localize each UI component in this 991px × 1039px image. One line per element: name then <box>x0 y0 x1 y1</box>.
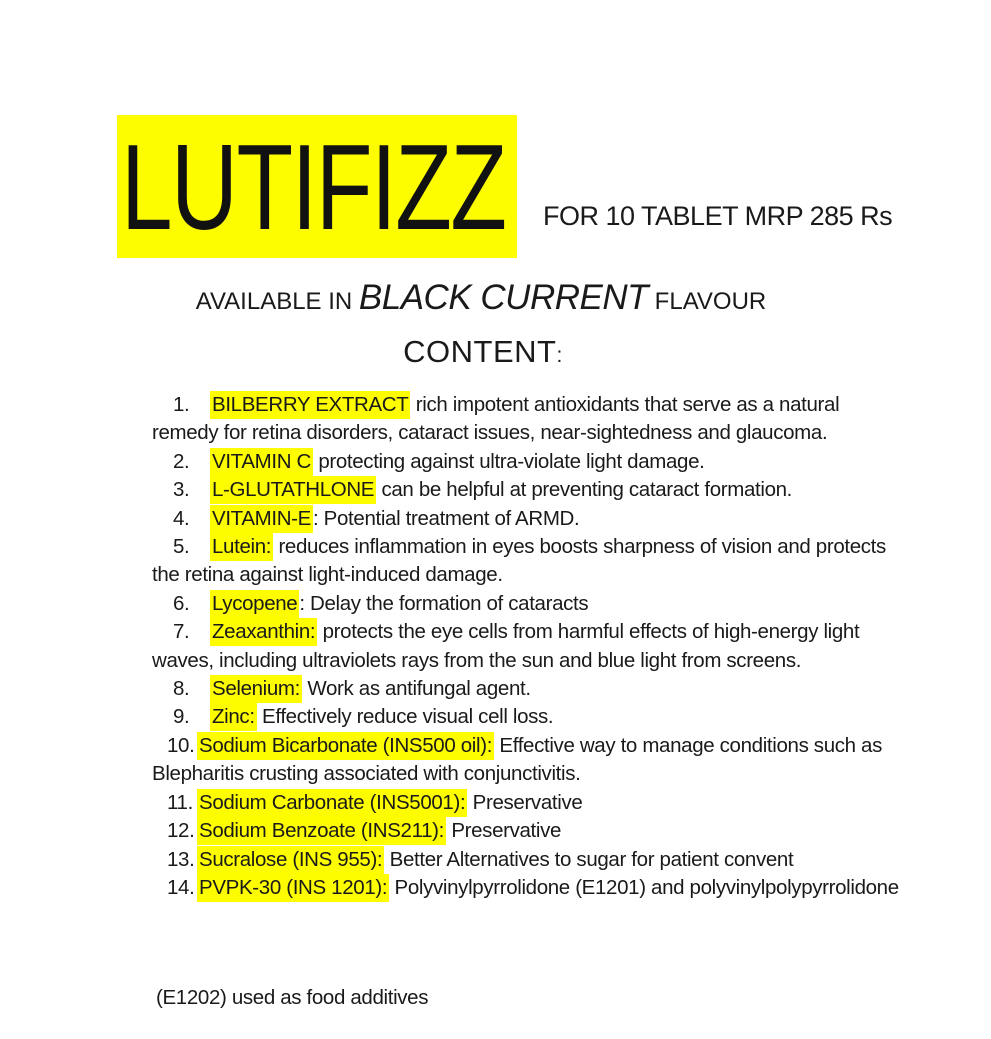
item-ingredient-highlight: Lutein: <box>210 533 273 561</box>
item-ingredient-highlight: VITAMIN C <box>210 448 313 476</box>
content-heading-colon: : <box>556 344 563 367</box>
item-description: Effective way to manage conditions such as Blepharitis crusting associated with conjunctivitis. <box>152 733 883 786</box>
item-number: 8. <box>173 677 190 701</box>
item-number: 13. <box>167 847 195 871</box>
item-ingredient-highlight: VITAMIN-E <box>210 505 313 533</box>
availability-line <box>0 278 962 318</box>
availability-prefix: AVAILABLE IN <box>195 288 359 315</box>
item-ingredient-highlight: Sodium Carbonate (INS5001): <box>197 789 467 817</box>
list-item <box>152 618 908 675</box>
list-item <box>152 448 908 476</box>
item-number: 5. <box>173 535 190 559</box>
item-ingredient-highlight: Sucralose (INS 955): <box>197 846 384 874</box>
item-ingredient-highlight: Zeaxanthin: <box>210 618 317 646</box>
item-number: 2. <box>173 449 190 473</box>
list-item <box>152 703 908 731</box>
item-number: 12. <box>167 819 195 843</box>
list-item <box>152 789 908 817</box>
item-number: 7. <box>173 620 190 644</box>
list-item <box>152 846 908 874</box>
item-description: protecting against ultra-violate light damage. <box>312 449 705 473</box>
availability-suffix: FLAVOUR <box>648 288 767 315</box>
flavour-name: BLACK CURRENT <box>358 278 649 317</box>
item-ingredient-highlight: Lycopene <box>210 590 299 618</box>
item-description: Preservative <box>467 790 583 814</box>
item-description: Polyvinylpyrrolidone (E1201) and polyvinylpolypyrrolidone <box>389 875 899 899</box>
product-name: LUTIFIZZ <box>121 118 506 255</box>
item-description: Better Alternatives to sugar for patient convent <box>384 847 794 871</box>
item-number: 10. <box>167 733 195 757</box>
item-description: protects the eye cells from harmful effects of high-energy light waves, including ultraviolets rays from the sun and blue light from screens. <box>152 620 860 672</box>
list-item <box>152 476 908 504</box>
item-ingredient-highlight: Sodium Benzoate (INS211): <box>197 817 446 845</box>
item-ingredient-highlight: Sodium Bicarbonate (INS500 oil): <box>197 732 494 760</box>
item-number: 3. <box>173 478 190 502</box>
item-number: 14. <box>167 875 195 899</box>
item-number: 11. <box>167 790 193 814</box>
item-ingredient-highlight: BILBERRY EXTRACT <box>210 391 410 419</box>
content-heading <box>0 334 966 370</box>
item-number: 6. <box>173 591 190 615</box>
item-ingredient-highlight: L-GLUTATHLONE <box>210 476 376 504</box>
item-number: 4. <box>173 506 190 530</box>
item-ingredient-highlight: Zinc: <box>210 703 257 731</box>
item-description: can be helpful at preventing cataract formation. <box>376 478 793 502</box>
list-item <box>152 533 908 590</box>
brand-highlight-block <box>117 115 517 258</box>
item-description: Effectively reduce visual cell loss. <box>256 705 554 729</box>
item-ingredient-highlight: Selenium: <box>210 675 302 703</box>
content-heading-text: CONTENT <box>403 334 557 369</box>
list-item <box>152 505 908 533</box>
list-item <box>152 732 908 789</box>
list-item <box>152 675 908 703</box>
list-item <box>152 817 908 845</box>
price-note: FOR 10 TABLET MRP 285 Rs <box>543 201 893 231</box>
item-description: : Potential treatment of ARMD. <box>312 506 580 530</box>
list-item <box>152 590 908 618</box>
item-description: Preservative <box>445 819 562 843</box>
item-description: reduces inflammation in eyes boosts sharpness of vision and protects the retina against light-induced damage. <box>152 535 886 587</box>
list-item <box>152 874 908 902</box>
item-ingredient-highlight: PVPK-30 (INS 1201): <box>197 874 389 902</box>
item-number: 9. <box>173 705 190 729</box>
item-description: Work as antifungal agent. <box>302 677 531 701</box>
list-item <box>152 391 908 448</box>
footer-note: (E1202) used as food additives <box>156 986 429 1009</box>
item-description: rich impotent antioxidants that serve as a natural remedy for retina disorders, cataract issues, near-sightedness and glaucoma. <box>152 393 840 445</box>
item-description: : Delay the formation of cataracts <box>299 591 589 615</box>
item-number: 1. <box>173 393 190 416</box>
ingredient-list <box>152 391 908 902</box>
